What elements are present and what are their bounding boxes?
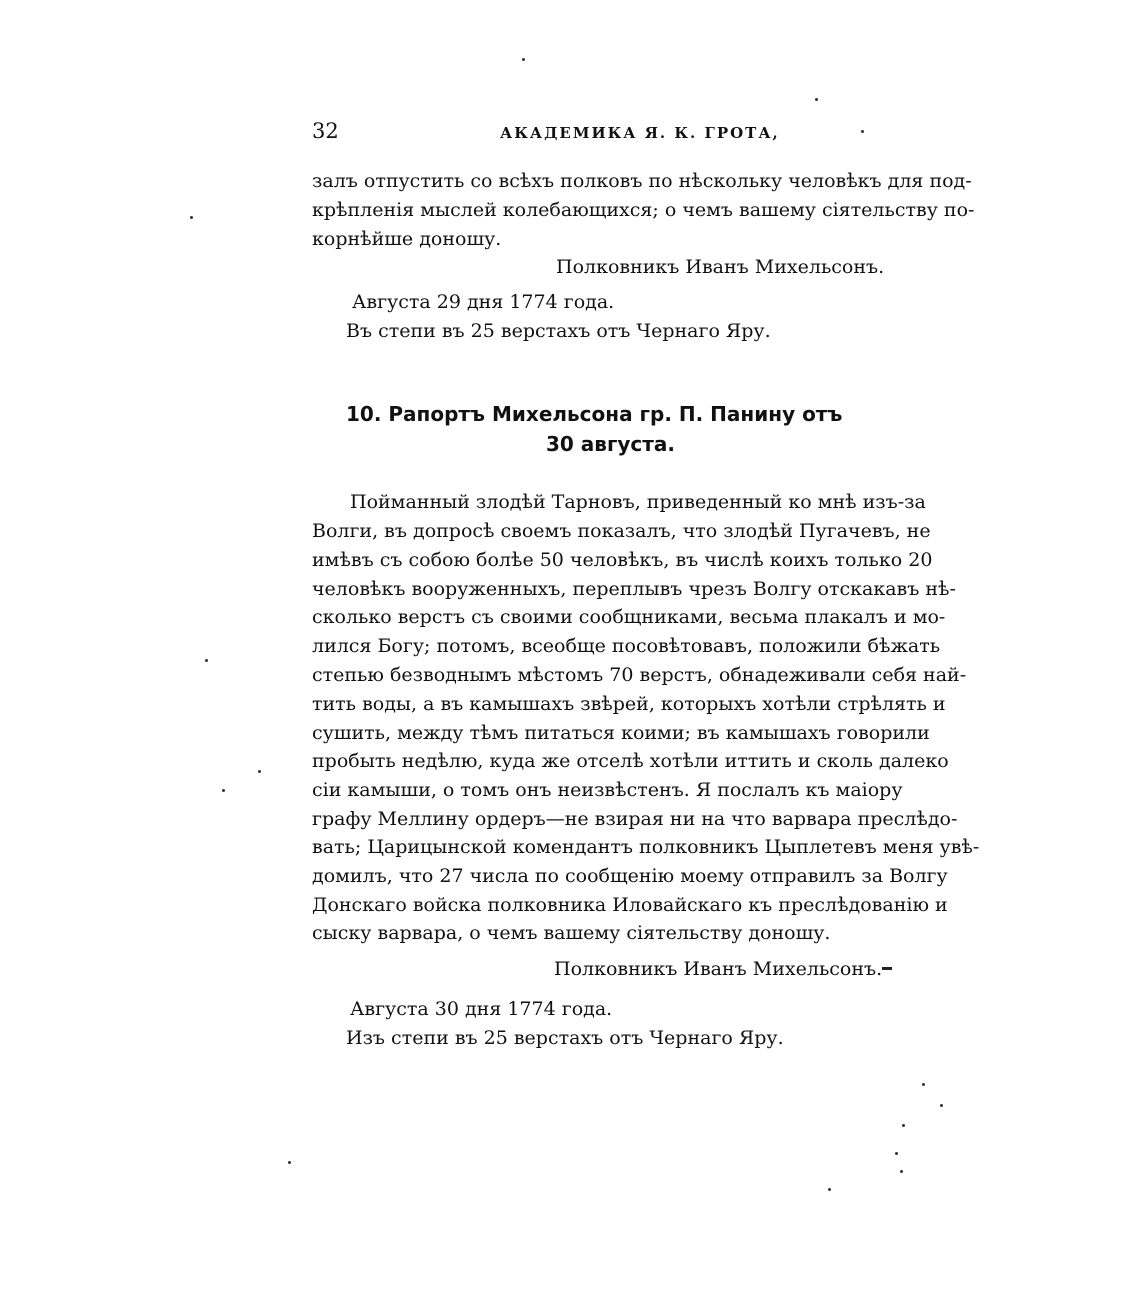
scan-speck	[940, 1104, 943, 1107]
doc2-line-9: сушить, между тѣмъ питаться коими; въ камышахъ говорили	[312, 722, 930, 744]
scan-speck	[258, 770, 261, 773]
doc1-place: Въ степи въ 25 верстахъ отъ Чернаго Яру.	[346, 320, 771, 342]
scan-speck	[900, 1170, 903, 1173]
doc1-line-1: залъ отпустить со всѣхъ полковъ по нѣскольку человѣкъ для под-	[312, 170, 972, 192]
doc2-line-16: сыску варвара, о чемъ вашему сіятельству доношу.	[312, 922, 831, 944]
scan-speck	[222, 789, 225, 792]
doc1-date: Августа 29 дня 1774 года.	[352, 291, 615, 313]
doc1-line-3: корнѣйше доношу.	[312, 228, 502, 250]
doc2-line-2: Волги, въ допросѣ своемъ показалъ, что злодѣй Пугачевъ, не	[312, 520, 931, 542]
doc1-signature: Полковникъ Иванъ Михельсонъ.	[556, 256, 885, 278]
doc2-place: Изъ степи въ 25 верстахъ отъ Чернаго Яру.	[346, 1027, 784, 1049]
doc2-line-13: вать; Царицынской комендантъ полковникъ Цыплетевъ меня увѣ-	[312, 836, 980, 858]
doc2-signature: Полковникъ Иванъ Михельсонъ.	[554, 958, 883, 980]
doc2-heading-line-2: 30 августа.	[546, 432, 675, 456]
doc2-line-5: сколько верстъ съ своими сообщниками, весьма плакалъ и мо-	[312, 606, 946, 628]
scan-speck	[205, 659, 208, 662]
page-number: 32	[312, 119, 339, 143]
doc1-line-2: крѣпленія мыслей колебающихся; о чемъ вашему сіятельству по-	[312, 199, 975, 221]
scan-speck	[815, 98, 818, 101]
scan-speck	[522, 58, 525, 61]
doc2-line-6: лился Богу; потомъ, всеобще посовѣтовавъ, положили бѣжать	[312, 635, 941, 657]
scan-speck	[288, 1161, 291, 1164]
doc2-line-12: графу Меллину ордеръ—не взирая ни на что варвара преслѣдо-	[312, 808, 958, 830]
doc2-line-4: человѣкъ вооруженныхъ, переплывъ чрезъ Волгу отскакавъ нѣ-	[312, 578, 956, 600]
doc2-line-3: имѣвъ съ собою болѣе 50 человѣкъ, въ числѣ коихъ только 20	[312, 549, 933, 571]
scan-mark	[882, 967, 892, 970]
scan-speck	[190, 216, 193, 219]
doc2-heading-line-1: 10. Рапортъ Михельсона гр. П. Панину отъ	[346, 402, 843, 426]
doc2-line-10: пробыть недѣлю, куда же отселѣ хотѣли иттить и сколь далеко	[312, 750, 949, 772]
scan-speck	[828, 1188, 831, 1191]
scan-speck	[902, 1124, 905, 1127]
scan-speck	[895, 1152, 898, 1155]
doc2-line-14: домилъ, что 27 числа по сообщенію моему отправилъ за Волгу	[312, 865, 948, 887]
running-head: АКАДЕМИКА Я. К. ГРОТА,	[500, 124, 780, 142]
doc2-line-15: Донскаго войска полковника Иловайскаго къ преслѣдованію и	[312, 894, 948, 916]
scan-speck	[922, 1083, 925, 1086]
doc2-line-1: Пойманный злодѣй Тарновъ, приведенный ко мнѣ изъ-за	[350, 491, 926, 513]
doc2-line-8: тить воды, а въ камышахъ звѣрей, которыхъ хотѣли стрѣлять и	[312, 693, 946, 715]
doc2-line-7: степью безводнымъ мѣстомъ 70 верстъ, обнадеживали себя най-	[312, 664, 967, 686]
doc2-date: Августа 30 дня 1774 года.	[350, 998, 613, 1020]
doc2-line-11: сіи камыши, о томъ онъ неизвѣстенъ. Я послалъ къ маіору	[312, 779, 903, 801]
scan-speck	[861, 130, 864, 133]
